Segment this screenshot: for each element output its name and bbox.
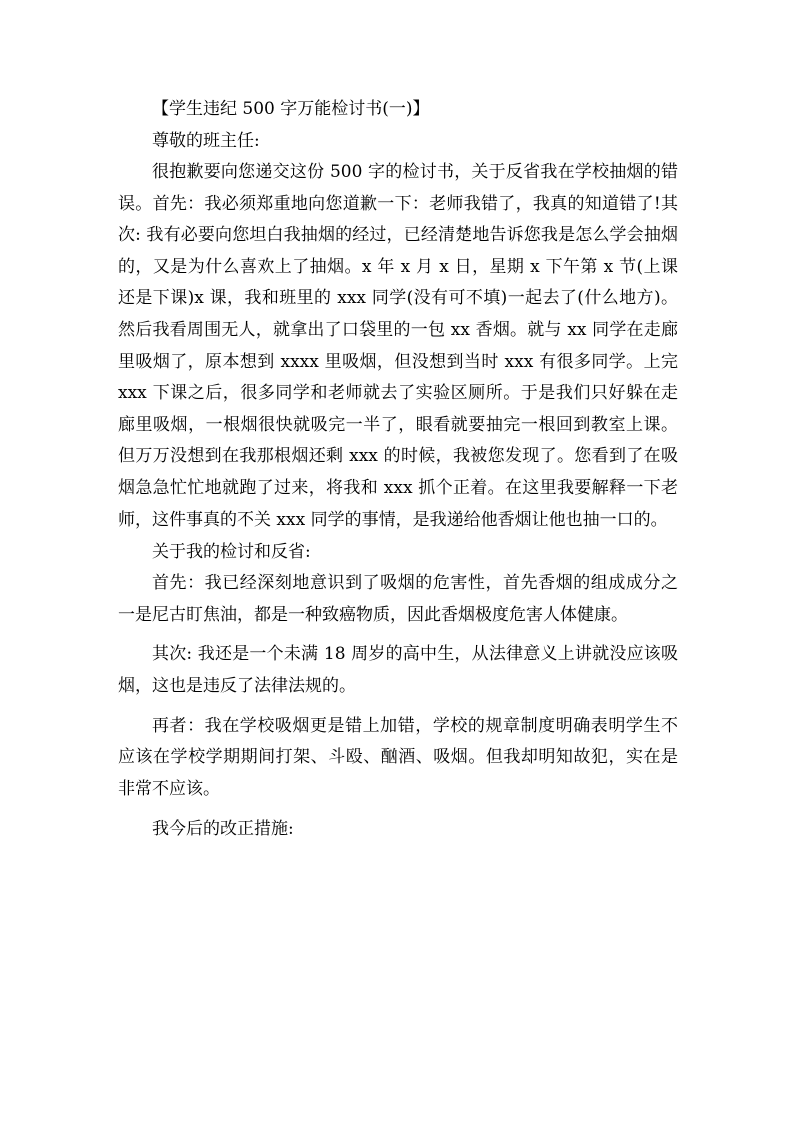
- reflection-first: 首先：我已经深刻地意识到了吸烟的危害性，首先香烟的组成成分之一是尼古盯焦油，都是一种致癌物质，因此香烟极度危害人体健康。: [118, 573, 678, 625]
- salutation: 尊敬的班主任:: [152, 131, 260, 151]
- final-heading: 我今后的改正措施:: [152, 819, 294, 840]
- body-paragraph: 很抱歉要向您递交这份 500 字的检讨书，关于反省我在学校抽烟的错误。首先：我必须郑重地向您道歉一下：老师我错了，我真的知道错了!其次: 我有必要向您坦白我抽烟的经过，已经清楚地告诉您我是怎么学会抽烟的，又是为什么喜欢上了抽烟。x 年 x 月 x 日，星期 x 下午第 x 节(上课还是下课)x 课，我和班里的 xxx 同学(没有可不填)一起去了(什么地方)。然后我看周围无人，就拿出了口袋里的一包 xx 香烟。就与 xx 同学在走廊里吸烟了，原本想到 xxxx 里吸烟，但没想到当时 xxx 有很多同学。上完 xxx 下课之后，很多同学和老师就去了实验区厕所。于是我们只好躲在走廊里吸烟，一根烟很快就吸完一半了，眼看就要抽完一根回到教室上课。但万万没想到在我那根烟还剩 xxx 的时候，我被您发现了。您看到了在吸烟急急忙忙地就跑了过来，将我和 xxx 抓个正着。在这里我要解释一下老师，这件事真的不关 xxx 同学的事情，是我递给他香烟让他也抽一口的。: [118, 162, 678, 530]
- document-page: [118, 93, 678, 845]
- section-heading: 关于我的检讨和反省:: [152, 542, 311, 563]
- reflection-third: 再者：我在学校吸烟更是错上加错，学校的规章制度明确表明学生不应该在学校学期期间打架、斗殴、酗酒、吸烟。但我却明知故犯，实在是非常不应该。: [118, 715, 678, 799]
- reflection-second: 其次: 我还是一个未满 18 周岁的高中生，从法律意义上讲就没应该吸烟，这也是违反了法律法规的。: [118, 644, 678, 696]
- document-title: 【学生违纪 500 字万能检讨书(一)】: [152, 99, 430, 119]
